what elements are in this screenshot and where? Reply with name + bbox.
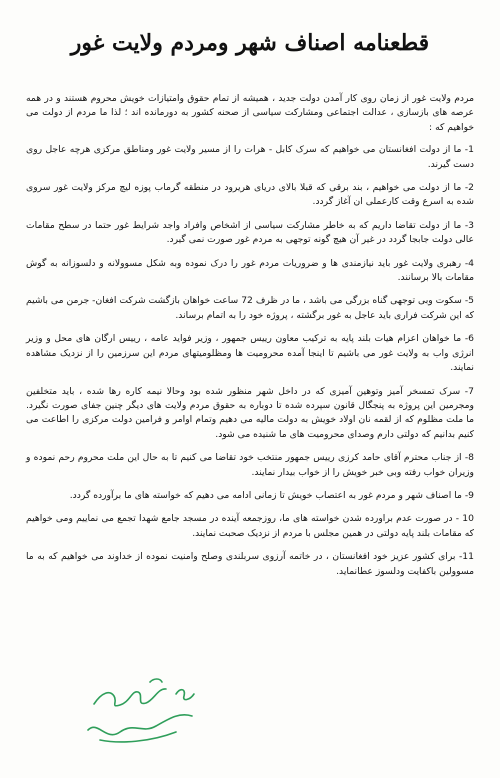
resolution-item-7: 7- سرک تمسخر آمیز وتوهین آمیزی که در داخل شهر منظور شده بود وحالا نیمه کاره رها شده ، باید متخلفین ومجرمین این پروژه به پنجگال قانون سپرده شده تا دوباره به حقوق مردم ولایت های دیگر چنین جفای صورت نگیرد. ما ملت مظلوم که از لقمه نان اولاد خویش به دولت مالیه می دهیم وتمام اوامر و فرامین دولت مرکزی را اطاعت می کنیم بدانیم که دولتی دارم وصدای محرومیت های ما شنیده می شود. bbox=[26, 385, 474, 440]
resolution-item-2: 2- ما از دولت می خواهیم ، بند برقی که قبلا بالای دریای هریرود در منطقه گرماب پوزه لیچ مرکز ولایت غور سروی شده به اسرع وقت کارعملی ان آغاز گردد. bbox=[26, 182, 474, 208]
resolution-item-1: 1- ما از دولت افغانستان می خواهیم که سرک کابل - هرات را از مسیر ولایت غور ومناطق مرکزی هرچه عاجل روی دست گیرند. bbox=[26, 144, 474, 170]
resolution-item-4: 4- رهبری ولایت غور باید نیازمندی ها و ضروریات مردم غور را درک نموده وبه شکل مسوولانه و دلسوزانه به گوش مقامات بالا برسانند. bbox=[26, 257, 474, 284]
resolution-item-5: 5- سکوت وبی توجهی گناه بزرگی می باشد ، ما در ظرف 72 ساعت خواهان بازگشت شرکت افغان- جرمن می باشیم که این شرکت فراری باید عاجل به غور برگشته ، پروژه خود را به اتمام برساند. bbox=[26, 295, 474, 321]
document-title: قطعنامه اصناف شهر ومردم ولایت غور bbox=[70, 30, 430, 56]
document-body bbox=[26, 92, 474, 588]
signature-stroke bbox=[176, 690, 194, 700]
signature-strokes bbox=[88, 679, 194, 742]
resolution-item-8: 8- از جناب محترم آقای حامد کرزی رییس جمهور منتخب خود تقاضا می کنیم تا به حال این ملت محروم رحم نموده و وزیران خواب رفته وبی خبر خویش را از خواب بیدار نمایند. bbox=[26, 452, 474, 478]
resolution-item-11: 11- برای کشور عزیز خود افغانستان ، در خاتمه آرزوی سربلندی وصلح وامنیت نموده از خداوند می خواهیم که به ما مسوولین باکفایت ودلسوز عطانماید. bbox=[26, 551, 474, 577]
resolution-item-3: 3- ما از دولت تقاضا داریم که به خاطر مشارکت سیاسی از اشخاص وافراد واجد شرایط غور حتما در سطح مقامات عالی دولت جابجا گردد در غیر آن هیچ گونه توجهی به مردم غور صورت نمی گیرد. bbox=[26, 219, 474, 246]
signature-stroke bbox=[150, 679, 162, 682]
intro-paragraph: مردم ولایت غور از زمان روی کار آمدن دولت جدید ، همیشه از تمام حقوق وامتیازات خویش محروم هستند و در همه عرصه های بازسازی ، عدالت اجتماعی ومشارکت سیاسی از صحنه کشور به دورمانده اند ؛ لذا ما مردم از دولت می خواهیم که : bbox=[26, 93, 474, 133]
signature-stroke bbox=[100, 732, 176, 742]
resolution-item-10: 10 - در صورت عدم براورده شدن خواسته های ما، روزجمعه آینده در مسجد جامع شهدا تجمع می نماییم ومی خواهیم که مقامات بلند پایه دولتی در همین مجلس با مردم از نزدیک صحبت نمایند. bbox=[26, 513, 474, 539]
signature-stroke bbox=[94, 689, 166, 706]
handwritten-signature bbox=[80, 672, 200, 752]
resolution-item-6: 6- ما خواهان اعزام هیات بلند پایه به ترکیب معاون رییس جمهور ، وزیر فواید عامه ، رییس ارگان های محل و وزیر انرژی واب به ولایت غور می باشیم تا اینجا آمده محرومیت ها ومظلومیتهای مردم این سرزمین را از نزدیک مشاهده نمایند. bbox=[26, 333, 474, 374]
resolution-item-9: 9- ما اصناف شهر و مردم غور به اعتصاب خویش تا زمانی ادامه می دهیم که خواسته های ما برآورده گردد. bbox=[69, 489, 474, 501]
